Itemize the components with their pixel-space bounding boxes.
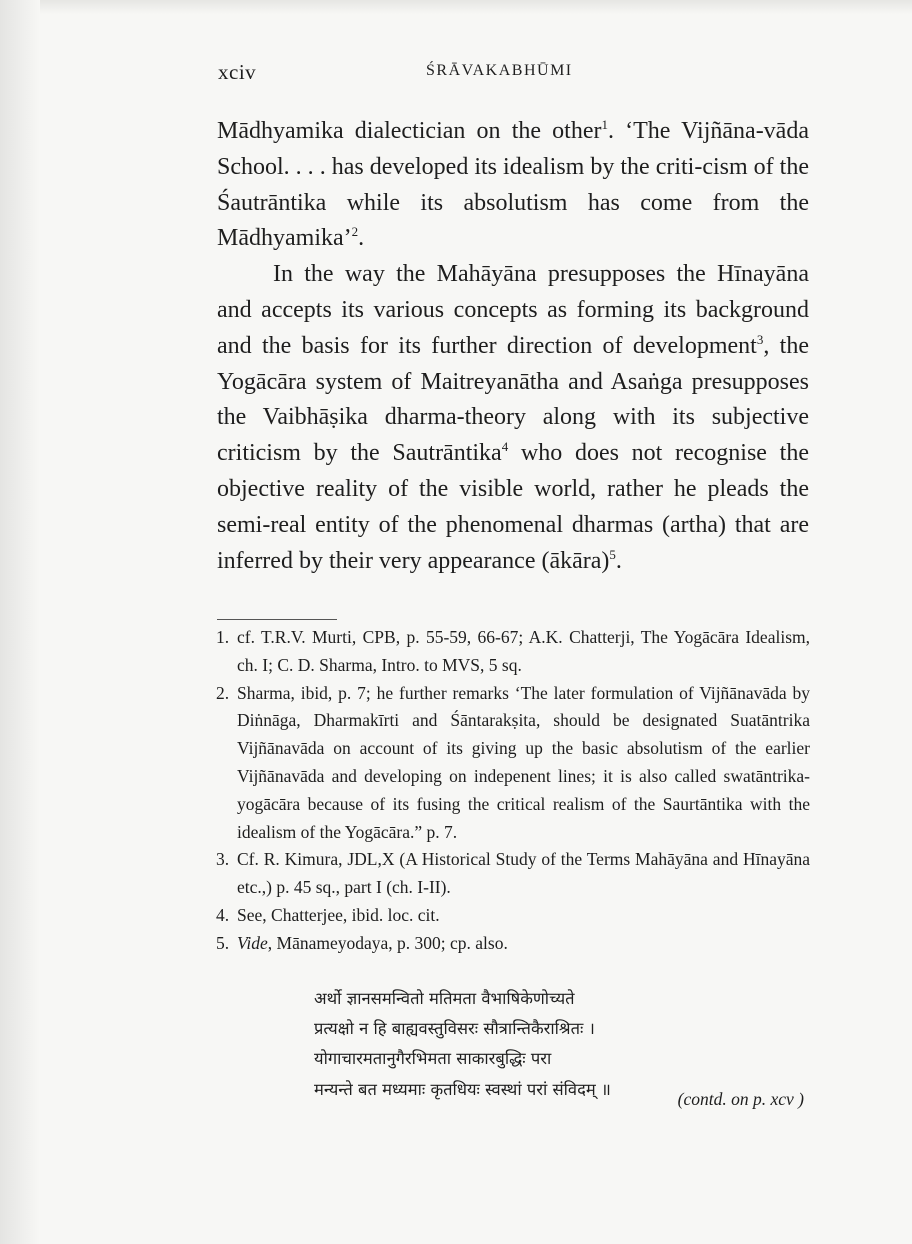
footnote-ref-2: 2 (351, 224, 359, 240)
paragraph-1-text-c: . (358, 225, 365, 252)
footnote-number: 1. (216, 627, 230, 647)
footnote-ref-3: 3 (756, 331, 764, 347)
paragraph-2-text-a: In the way the Mahāyāna presupposes the Hīnayāna and accepts its various concepts as forming its background and the basis for its further direction of development (217, 261, 809, 359)
paragraph-2 (217, 257, 809, 579)
paragraph-2-text-d: . (615, 547, 622, 574)
verse-line-2: प्रत्यक्षो न हि बाह्यवस्तुविसरः सौत्रान्तिकैराश्रितः । (314, 1019, 595, 1039)
paragraph-1 (217, 114, 809, 257)
paragraph-1-text-b: . ‘The Vijñāna-vāda School. . . . has developed its idealism by the criti-cism of the Śautrāntika while its absolutism has come from the Mādhyamika’ (217, 118, 809, 252)
page-binding-shadow (0, 0, 40, 1244)
page-header (218, 60, 808, 86)
verse-line-1: अर्थो ज्ञानसमन्वितो मतिमता वैभाषिकेणोच्यते (314, 989, 575, 1008)
paragraph-1-text-a: Mādhyamika dialectician on the other (217, 118, 602, 144)
page-number: xciv (218, 60, 257, 84)
paragraph-2-text-b: , the Yogācāra system of Maitreyanātha and Asaṅga presupposes the Vaibhāṣika dharma-theory along with its subjective criticism by the Sautrāntika (217, 332, 809, 467)
footnote-5 (216, 930, 810, 958)
footnote-ref-4: 4 (501, 439, 509, 455)
footnote-3 (216, 846, 810, 902)
footnote-number: 5. (216, 932, 230, 953)
footnote-number: 4. (216, 904, 230, 925)
verse-line-4: मन्यन्ते बत मध्यमाः कृतधियः स्वस्थां परां संविदम् ॥ (314, 1079, 611, 1099)
footnote-number: 2. (216, 682, 230, 703)
main-text (217, 114, 809, 579)
footnote-ref-5: 5 (609, 546, 616, 562)
footnotes (216, 624, 810, 958)
footnote-number: 3. (216, 849, 230, 870)
footnote-5-vide: Vide (237, 932, 268, 953)
footnote-ref-1: 1 (601, 117, 608, 132)
footnote-text: cf. T.R.V. Murti, CPB, p. 55-59, 66-67; A.K. Chatterji, The Yogācāra Idealism, ch. I; C. D. Sharma, Intro. to MVS, 5 sq. (237, 627, 810, 675)
sanskrit-verse (314, 984, 709, 1105)
footnote-4 (216, 902, 810, 930)
footnote-text: , Mānameyodaya, p. 300; cp. also. (267, 932, 508, 953)
running-title: ŚRĀVAKABHŪMI (426, 62, 573, 79)
footnote-1 (216, 624, 810, 680)
footnote-text: Sharma, ibid, p. 7; he further remarks ‘The later formulation of Vijñānavāda by Diṅnāga, Dharmakīrti and Śāntarakṣita, should be designated Suatāntrika Vijñānavāda on account of its giving up the basic absolutism of the earlier Vijñānavāda and developing on indepenent lines; it is also called swatāntrika-yogācāra because of its fusing the critical realism of the Saurtāntika with the idealism of the Yogācāra.” p. 7. (237, 682, 810, 842)
footnote-2 (216, 680, 810, 847)
footnote-text: Cf. R. Kimura, JDL,X (A Historical Study of the Terms Mahāyāna and Hīnayāna etc.,) p. 45 sq., part I (ch. I-II). (237, 849, 810, 898)
verse-line-3: योगाचारमतानुगैरभिमता साकारबुद्धिः परा (314, 1049, 552, 1069)
paragraph-2-text-c: who does not recognise the objective reality of the visible world, rather he pleads the semi-real entity of the phenomenal dharmas (artha) that are inferred by their very appearance (ākāra) (217, 440, 809, 574)
page-top-edge (0, 0, 912, 14)
continuation-note: (contd. on p. xcv ) (677, 1089, 804, 1109)
footnote-divider (217, 619, 337, 620)
footnote-text: See, Chatterjee, ibid. loc. cit. (237, 904, 440, 925)
